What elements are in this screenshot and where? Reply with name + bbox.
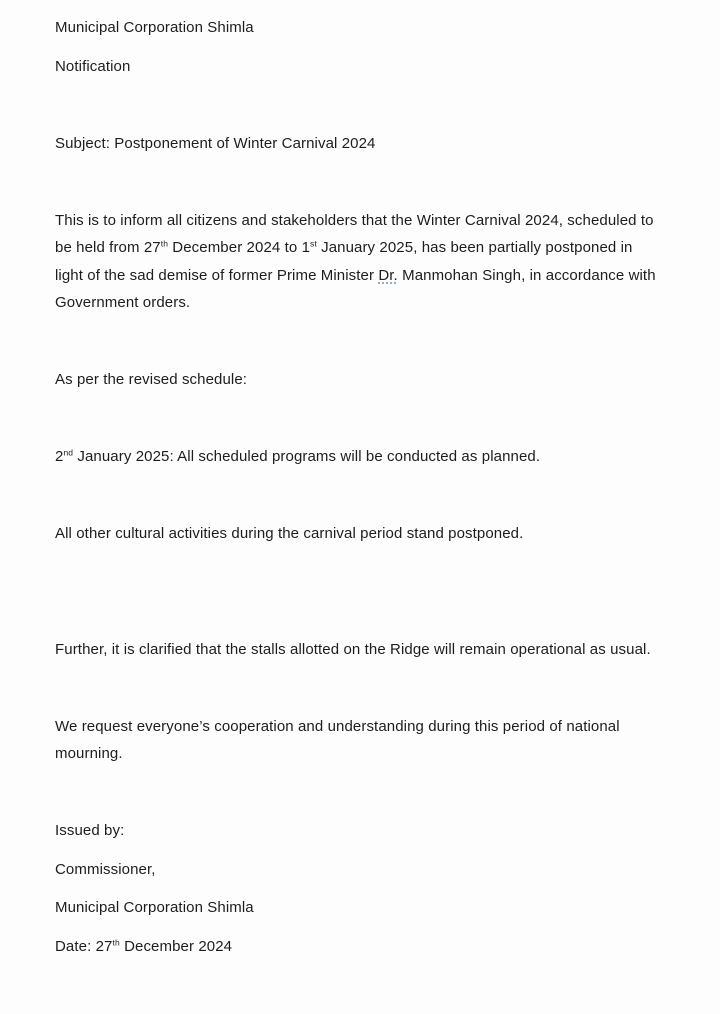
blank-line xyxy=(55,597,690,636)
cooperation-line-2: mourning. xyxy=(55,745,123,762)
org-name-header: Municipal Corporation Shimla xyxy=(55,19,254,36)
org-name-footer: Municipal Corporation Shimla xyxy=(55,899,254,916)
schedule-item-line xyxy=(55,443,690,471)
intro-text: This is to inform all citizens and stakeholders that the Winter Carnival 2024, scheduled to xyxy=(55,211,654,229)
ordinal-suffix: nd xyxy=(63,447,74,458)
stalls-clarification-line: Further, it is clarified that the stalls allotted on the Ridge will remain operational as usual. xyxy=(55,640,651,658)
blank-line xyxy=(55,779,690,818)
intro-text: January 2025, has been partially postponed in xyxy=(316,239,633,256)
ordinal-suffix: th xyxy=(160,238,169,249)
date-text: December 2024 xyxy=(119,937,233,955)
blank-line xyxy=(55,91,690,130)
blank-line xyxy=(55,405,690,444)
blank-line xyxy=(55,674,690,713)
schedule-intro-line: As per the revised schedule: xyxy=(55,371,248,388)
blank-line xyxy=(55,559,690,598)
intro-line-1 xyxy=(55,207,690,235)
schedule-item-text: January 2025: All scheduled programs will be conducted as planned. xyxy=(73,448,541,465)
ordinal-suffix: st xyxy=(310,238,317,249)
cooperation-line-1: We request everyone’s cooperation and understanding during this period of national xyxy=(55,717,620,735)
doc-type-label: Notification xyxy=(55,57,131,75)
intro-text: Manmohan Singh, in accordance with xyxy=(397,266,656,284)
spellcheck-flagged-word: Dr. xyxy=(378,266,398,284)
blank-line xyxy=(55,168,690,207)
date-line xyxy=(55,933,690,961)
issued-by-label: Issued by: xyxy=(55,822,125,839)
signatory-title: Commissioner, xyxy=(55,860,156,878)
intro-text: light of the sad demise of former Prime Minister xyxy=(55,266,379,284)
blank-line xyxy=(55,328,690,367)
subject-line: Subject: Postponement of Winter Carnival 2024 xyxy=(55,134,376,152)
intro-text: Government orders. xyxy=(55,294,191,311)
postponed-line: All other cultural activities during the carnival period stand postponed. xyxy=(55,525,524,542)
cooperation-paragraph xyxy=(55,713,690,768)
intro-paragraph xyxy=(55,207,690,317)
intro-line-2 xyxy=(55,234,690,262)
schedule-item-text: 2 xyxy=(55,448,64,465)
intro-text: December 2024 to 1 xyxy=(168,239,311,256)
intro-line-3 xyxy=(55,262,690,290)
ordinal-suffix: th xyxy=(112,937,120,947)
blank-line xyxy=(55,482,690,521)
intro-text: be held from 27 xyxy=(55,239,161,256)
intro-line-4 xyxy=(55,289,690,317)
date-text: Date: 27 xyxy=(55,937,113,955)
